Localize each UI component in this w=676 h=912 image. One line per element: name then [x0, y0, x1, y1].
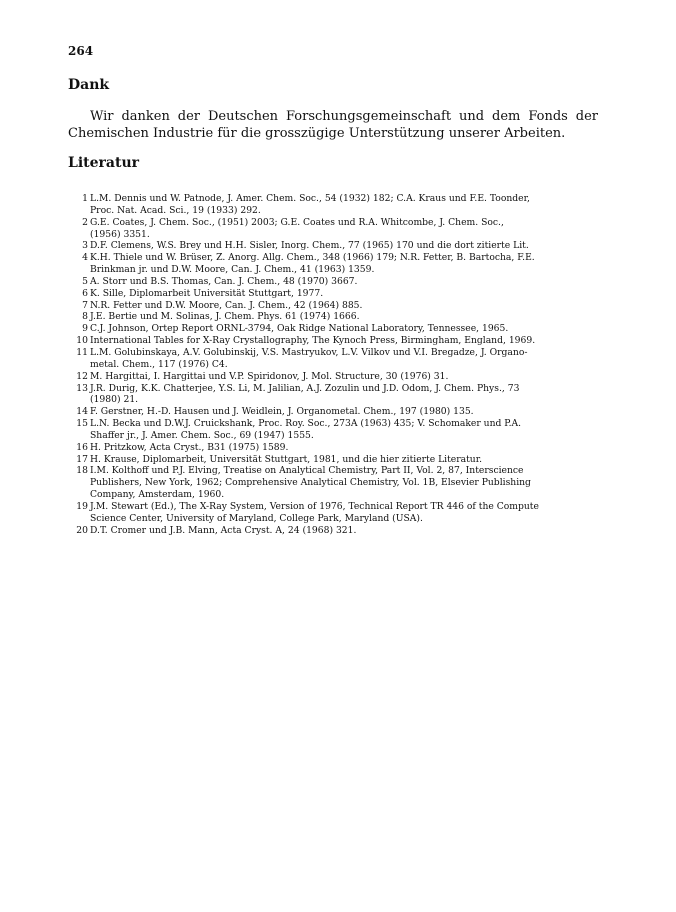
reference-number: 4 [82, 252, 88, 264]
reference-text: L.N. Becka und D.W.J. Cruickshank, Proc. Roy. Soc., 273A (1963) 435; V. Schomaker und P.A. Shaffer jr., J. Amer. Chem. Soc., 69 (1947) 1555. [90, 418, 522, 441]
reference-number: 15 [76, 418, 88, 430]
reference-item [68, 347, 608, 371]
reference-text: L.M. Dennis und W. Patnode, J. Amer. Chem. Soc., 54 (1932) 182; C.A. Kraus und F.E. Toonder, Proc. Nat. Acad. Sci., 19 (1933) 292. [90, 193, 530, 216]
reference-item [68, 371, 608, 383]
reference-text: H. Pritzkow, Acta Cryst., B31 (1975) 1589. [90, 441, 289, 453]
reference-number: 1 [82, 193, 88, 204]
reference-item [68, 383, 608, 407]
reference-text: D.T. Cromer und J.B. Mann, Acta Cryst. A, 24 (1968) 321. [90, 524, 357, 536]
reference-item [68, 323, 608, 335]
reference-number: 9 [82, 323, 88, 335]
reference-text: N.R. Fetter und D.W. Moore, Can. J. Chem., 42 (1964) 885. [90, 299, 363, 311]
reference-item [68, 442, 608, 454]
reference-text: J.R. Durig, K.K. Chatterjee, Y.S. Li, M. Jalilian, A.J. Zozulin und J.D. Odom, J. Chem. Phys., 73 (1980) 21. [90, 382, 520, 406]
reference-number: 13 [76, 382, 88, 394]
reference-item [68, 525, 608, 537]
reference-text: K. Sille, Diplomarbeit Universität Stuttgart, 1977. [90, 287, 324, 299]
reference-number: 6 [82, 287, 88, 299]
page-number: 264 [68, 44, 94, 58]
reference-item [68, 288, 608, 300]
reference-item [68, 252, 608, 276]
reference-number: 17 [76, 453, 88, 465]
reference-number: 19 [76, 500, 88, 512]
reference-number: 11 [76, 346, 88, 358]
reference-number: 2 [82, 216, 88, 228]
reference-number: 5 [82, 275, 88, 287]
reference-item [68, 217, 608, 241]
reference-text: J.E. Bertie und M. Solinas, J. Chem. Phys. 61 (1974) 1666. [90, 311, 360, 323]
reference-item [68, 193, 608, 217]
reference-item [68, 335, 608, 347]
reference-text: J.M. Stewart (Ed.), The X-Ray System, Version of 1976, Technical Report TR 446 of the Compute Science Center, University of Maryland, College Park, Maryland (USA). [90, 500, 539, 524]
reference-number: 20 [76, 524, 88, 536]
reference-number: 7 [82, 299, 88, 311]
reference-item [68, 276, 608, 288]
reference-text: G.E. Coates, J. Chem. Soc., (1951) 2003; G.E. Coates und R.A. Whitcombe, J. Chem. Soc., (1956) 3351. [90, 216, 504, 240]
reference-number: 3 [82, 240, 88, 252]
reference-text: International Tables for X-Ray Crystallography, The Kynoch Press, Birmingham, England, 1969. [90, 335, 536, 347]
reference-text: I.M. Kolthoff und P.J. Elving, Treatise on Analytical Chemistry, Part II, Vol. 2, 87, Interscience Publishers, New York, 1962; Comprehensive Analytical Chemistry, Vol. 1B, Elsevier Publishing Company, Amsterdam, 1960. [90, 465, 531, 501]
references-heading: Literatur [68, 155, 140, 171]
reference-item [68, 454, 608, 466]
reference-text: F. Gerstner, H.-D. Hausen und J. Weidlein, J. Organometal. Chem., 197 (1980) 135. [90, 406, 474, 418]
acknowledgement-text: Wir danken der Deutschen Forschungsgemeinschaft und dem Fonds der Chemischen Industrie für die grosszügige Unterstützung unserer Arbeiten. [68, 109, 598, 141]
reference-number: 10 [76, 335, 88, 347]
reference-item [68, 300, 608, 312]
reference-text: A. Storr und B.S. Thomas, Can. J. Chem., 48 (1970) 3667. [90, 275, 358, 287]
reference-text: M. Hargittai, I. Hargittai und V.P. Spiridonov, J. Mol. Structure, 30 (1976) 31. [90, 370, 449, 382]
reference-text: H. Krause, Diplomarbeit, Universität Stuttgart, 1981, und die hier zitierte Literatur. [90, 453, 483, 465]
reference-text: L.M. Golubinskaya, A.V. Golubinskij, V.S. Mastryukov, L.V. Vilkov und V.I. Bregadze, J. Organo- metal. Chem., 117 (1976) C4. [90, 346, 528, 370]
reference-text: K.H. Thiele und W. Brüser, Z. Anorg. Allg. Chem., 348 (1966) 179; N.R. Fetter, B. Bartocha, F.E. Brinkman jr. und D.W. Moore, Can. J. Chem., 41 (1963) 1359. [90, 252, 535, 276]
reference-number: 12 [76, 370, 88, 382]
reference-text: C.J. Johnson, Ortep Report ORNL-3794, Oak Ridge National Laboratory, Tennessee, 1965. [90, 323, 509, 335]
reference-number: 8 [82, 311, 88, 323]
reference-item [68, 465, 608, 501]
reference-item [68, 406, 608, 418]
reference-number: 18 [76, 465, 88, 477]
reference-item [68, 418, 608, 442]
reference-item [68, 501, 608, 525]
reference-item [68, 240, 608, 252]
reference-number: 14 [76, 406, 88, 418]
reference-item [68, 311, 608, 323]
reference-text: D.F. Clemens, W.S. Brey und H.H. Sisler, Inorg. Chem., 77 (1965) 170 und die dort zitierte Lit. [90, 240, 529, 252]
acknowledgement-heading: Dank [68, 77, 110, 93]
reference-list [68, 193, 608, 536]
reference-number: 16 [76, 441, 88, 453]
